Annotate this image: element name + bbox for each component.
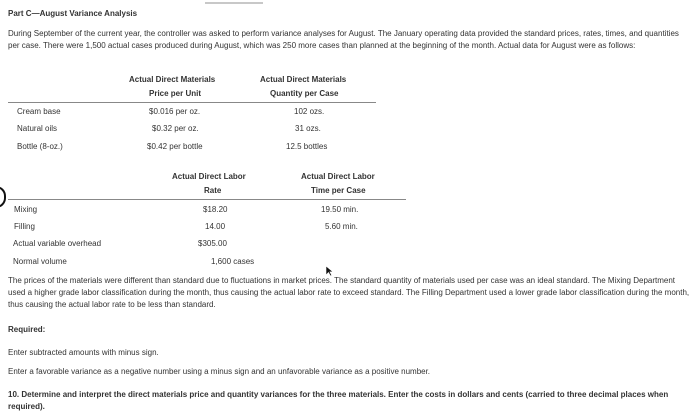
required-label: Required: xyxy=(8,325,46,334)
mouse-pointer-icon xyxy=(326,266,334,276)
labor-rate-subheader: Rate xyxy=(204,186,222,195)
materials-price-subheader: Price per Unit xyxy=(149,89,202,98)
row-label-natural-oils: Natural oils xyxy=(17,124,58,133)
left-edge-bracket xyxy=(0,186,6,208)
instruction-minus-sign: Enter subtracted amounts with minus sign. xyxy=(8,348,159,357)
materials-qty-header: Actual Direct Materials xyxy=(260,75,347,84)
cell-time-mixing: 19.50 min. xyxy=(321,205,359,214)
question-10 xyxy=(8,389,692,413)
row-label-cream-base: Cream base xyxy=(17,107,61,116)
question-10-text: 10. Determine and interpret the direct materials price and quantity variances for the three materials. xyxy=(8,390,386,399)
cell-qty-natural-oils: 31 ozs. xyxy=(295,124,321,133)
question-10-instruction: Enter the costs in dollars and cents (carried to three decimal places when required). xyxy=(8,390,669,411)
cell-price-natural-oils: $0.32 per oz. xyxy=(152,124,199,133)
intro-paragraph: During September of the current year, the controller was asked to perform variance analyses for August. The January operating data provided the standard prices, rates, times, and quantities per case. There were 1,500 actual cases produced during August, which was 250 more cases than planned at the beginning of the month. Actual data for August were as follows: xyxy=(8,29,679,50)
cell-normal-volume: 1,600 cases xyxy=(211,257,255,266)
row-label-normal-volume: Normal volume xyxy=(13,257,67,266)
labor-header-rule xyxy=(8,199,406,200)
top-divider xyxy=(205,2,263,4)
row-label-variable-overhead: Actual variable overhead xyxy=(13,239,102,248)
cell-variable-overhead: $305.00 xyxy=(198,239,227,248)
cell-price-bottle: $0.42 per bottle xyxy=(147,142,203,151)
cell-qty-cream-base: 102 ozs. xyxy=(294,107,325,116)
section-title: Part C—August Variance Analysis xyxy=(8,9,138,18)
cell-rate-mixing: $18.20 xyxy=(203,205,228,214)
labor-rate-header: Actual Direct Labor xyxy=(172,172,246,181)
explanation-paragraph: The prices of the materials were different than standard due to fluctuations in market prices. The standard quantity of materials used per case was an ideal standard. The Mixing Department used a higher grade labor classification during the month, thus causing the actual labor rate to exceed standard. The Filling Department used a lower grade labor classification during the month, thus causing the actual labor rate to be less than standard. xyxy=(8,276,690,309)
instruction-favorable-variance: Enter a favorable variance as a negative number using a minus sign and an unfavorable variance as a positive number. xyxy=(8,367,431,376)
cell-time-filling: 5.60 min. xyxy=(325,222,358,231)
row-label-bottle: Bottle (8-oz.) xyxy=(17,142,63,151)
row-label-mixing: Mixing xyxy=(14,205,38,214)
materials-qty-subheader: Quantity per Case xyxy=(270,89,339,98)
labor-time-header: Actual Direct Labor xyxy=(301,172,375,181)
cell-price-cream-base: $0.016 per oz. xyxy=(149,107,201,116)
cell-rate-filling: 14.00 xyxy=(205,222,226,231)
labor-time-subheader: Time per Case xyxy=(311,186,366,195)
materials-price-header: Actual Direct Materials xyxy=(129,75,216,84)
materials-header-rule xyxy=(8,102,376,103)
row-label-filling: Filling xyxy=(14,222,35,231)
cell-qty-bottle: 12.5 bottles xyxy=(286,142,328,151)
